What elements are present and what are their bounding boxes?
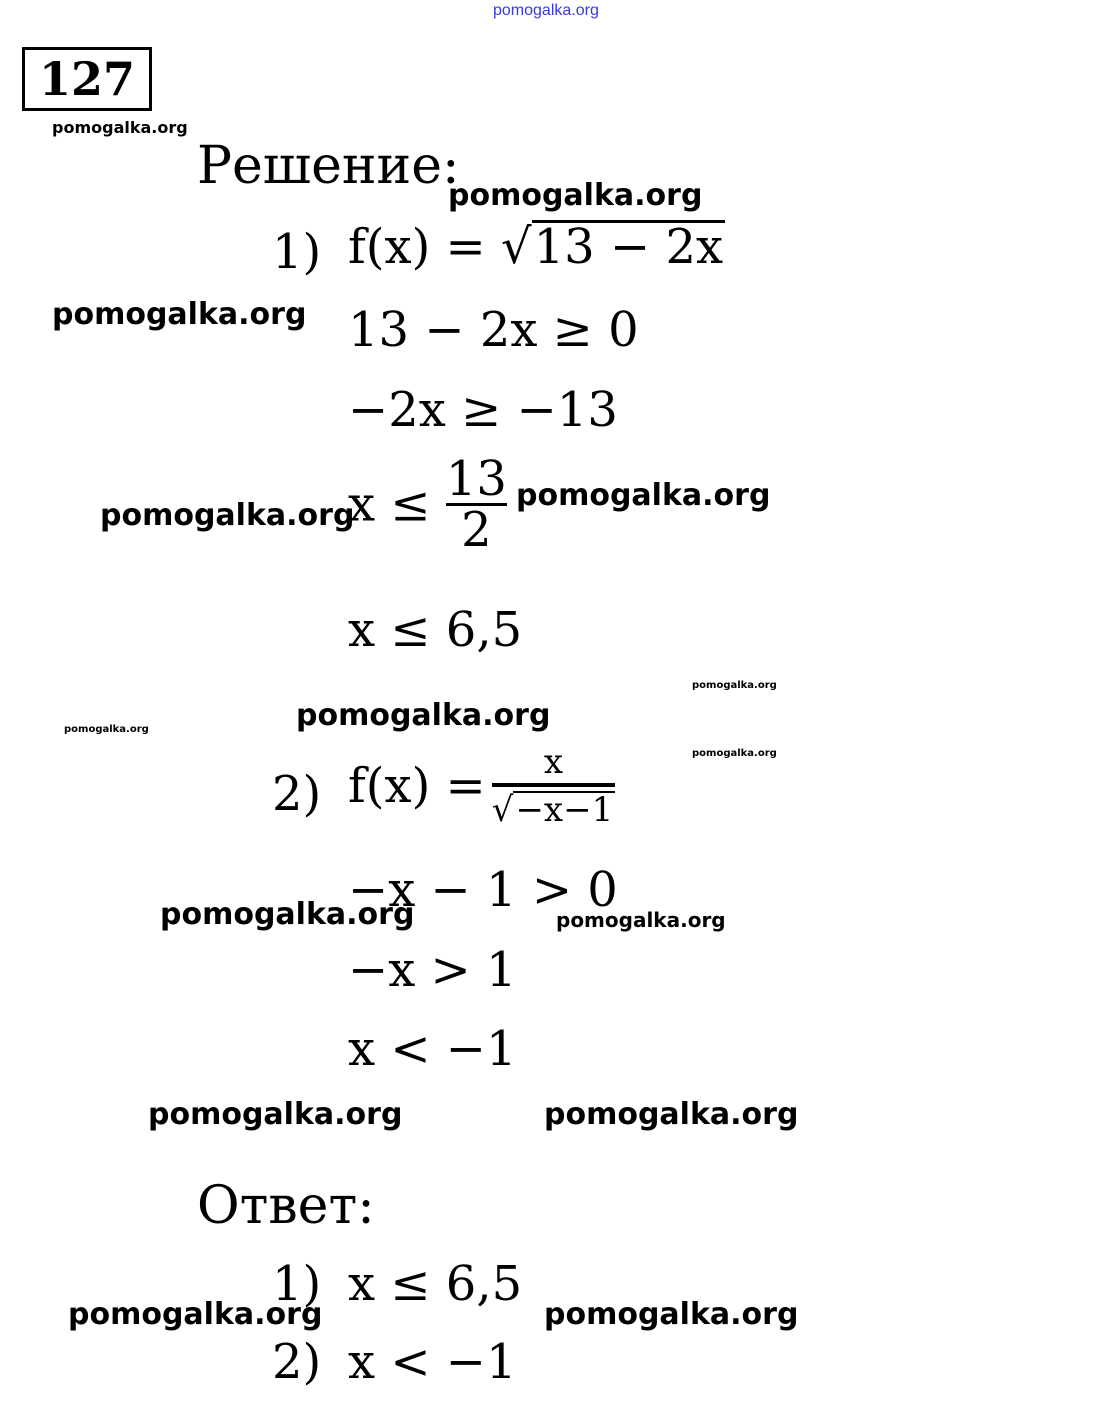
fraction-denominator: 2 — [461, 502, 492, 558]
watermark: pomogalka.org — [64, 724, 149, 735]
part1-step4: x ≤ 6,5 — [348, 602, 523, 658]
watermark: pomogalka.org — [448, 178, 703, 213]
watermark: pomogalka.org — [544, 1297, 799, 1332]
watermark: pomogalka.org — [148, 1097, 403, 1132]
watermark: pomogalka.org — [544, 1097, 799, 1132]
fraction — [445, 451, 507, 558]
answer1-label: 1) — [272, 1256, 322, 1312]
watermark: pomogalka.org — [52, 118, 188, 137]
part1-function — [348, 219, 725, 275]
watermark: pomogalka.org — [692, 748, 777, 759]
solution-heading: Решение: — [197, 136, 460, 196]
part2-step3: x < −1 — [348, 1021, 517, 1077]
answer2-value: x < −1 — [348, 1334, 517, 1390]
fraction-numerator: 13 — [445, 451, 507, 507]
part2-radicand: −x−1 — [515, 790, 614, 830]
answer1-value: x ≤ 6,5 — [348, 1256, 523, 1312]
part2-label: 2) — [272, 766, 322, 822]
part2-step2: −x > 1 — [348, 942, 517, 998]
watermark: pomogalka.org — [68, 1297, 323, 1332]
problem-number: 127 — [22, 47, 152, 111]
part1-step3-lhs: x ≤ — [348, 476, 446, 533]
part1-radicand: 13 − 2x — [533, 219, 724, 275]
answer2-label: 2) — [272, 1334, 322, 1390]
part1-step1: 13 − 2x ≥ 0 — [348, 302, 639, 358]
watermark: pomogalka.org — [556, 908, 726, 932]
part1-step3 — [348, 451, 507, 558]
watermark: pomogalka.org — [516, 478, 771, 513]
fraction — [491, 742, 615, 830]
part2-step1: −x − 1 > 0 — [348, 862, 618, 918]
part2-function-lhs: f(x) = — [348, 758, 486, 814]
fraction-numerator: x — [543, 742, 564, 782]
answer-heading: Ответ: — [197, 1176, 375, 1236]
sqrt-symbol: √ −x−1 — [491, 790, 614, 830]
sqrt-symbol: √ 13 − 2x — [501, 219, 724, 275]
watermark: pomogalka.org — [692, 680, 777, 691]
watermark: pomogalka.org — [52, 297, 307, 332]
part1-label: 1) — [272, 224, 322, 280]
part1-step2: −2x ≥ −13 — [348, 382, 618, 438]
part2-function — [348, 742, 615, 830]
watermark: pomogalka.org — [296, 698, 551, 733]
watermark: pomogalka.org — [160, 897, 415, 932]
watermark: pomogalka.org — [100, 498, 355, 533]
part1-function-lhs: f(x) = — [348, 219, 502, 275]
watermark-link-top[interactable]: pomogalka.org — [493, 2, 599, 19]
